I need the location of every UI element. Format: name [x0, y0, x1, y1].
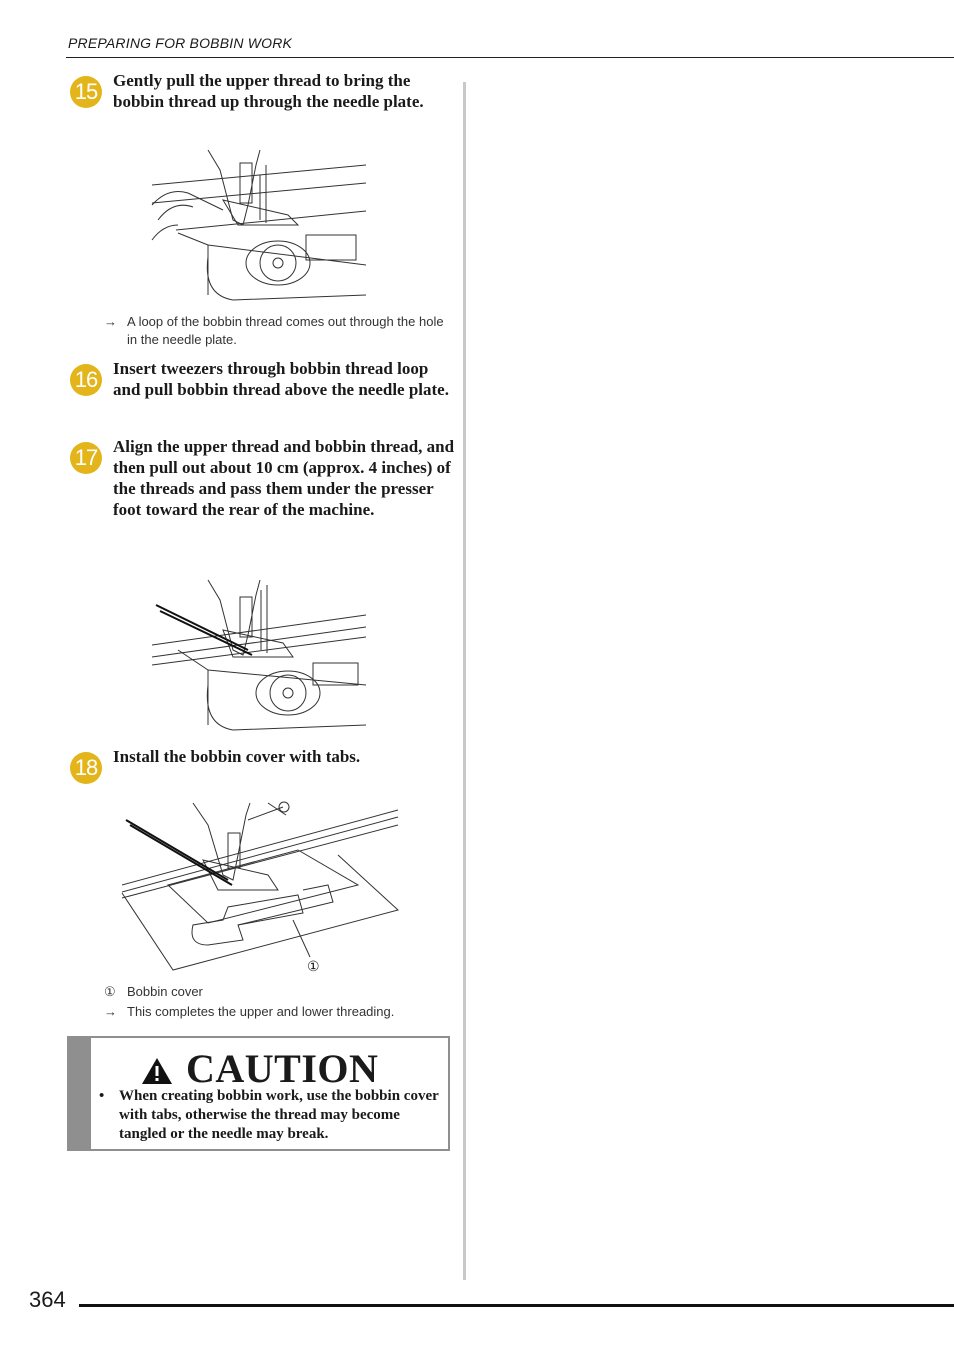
step-number-badge: 16: [70, 364, 102, 396]
caution-content: [91, 1036, 450, 1151]
running-header: PREPARING FOR BOBBIN WORK: [68, 35, 293, 51]
legend-text: Bobbin cover: [127, 984, 203, 999]
column-divider: [463, 82, 466, 1280]
figure-pull-upper-thread: [148, 145, 370, 305]
step-instruction: Align the upper thread and bobbin thread, and then pull out about 10 cm (approx. 4 inches) of the threads and pass them under the presser foot toward the rear of the machine.: [113, 437, 455, 519]
note-text: This completes the upper and lower threading.: [127, 1004, 395, 1019]
step-number-badge: 15: [70, 76, 102, 108]
step-instruction: Insert tweezers through bobbin thread loop and pull bobbin thread above the needle plate.: [113, 359, 449, 399]
header-divider: [66, 57, 954, 58]
step-number-badge: 17: [70, 442, 102, 474]
footer-divider: [79, 1304, 954, 1307]
caution-box: [67, 1036, 452, 1151]
warning-triangle-icon: [140, 1056, 174, 1086]
result-arrow: →: [104, 1004, 117, 1019]
caution-title: CAUTION: [186, 1046, 379, 1091]
step-instruction: Gently pull the upper thread to bring the bobbin thread up through the needle plate.: [113, 71, 424, 111]
figure-pass-threads-under-foot: [148, 575, 370, 735]
caution-text: When creating bobbin work, use the bobbin cover with tabs, otherwise the thread may become tangled or the needle may break.: [119, 1088, 439, 1142]
page-number: 364: [29, 1287, 66, 1312]
caution-bullet: •: [99, 1088, 105, 1104]
legend-marker: ①: [104, 984, 116, 999]
result-arrow: →: [104, 314, 117, 329]
caution-side-band: [67, 1036, 91, 1151]
step-instruction: Install the bobbin cover with tabs.: [113, 747, 361, 766]
figure-callout-number: ①: [307, 958, 320, 974]
note-text: A loop of the bobbin thread comes out through the hole in the needle plate.: [127, 314, 444, 347]
step-number-badge: 18: [70, 752, 102, 784]
figure-install-bobbin-cover: [118, 795, 402, 980]
